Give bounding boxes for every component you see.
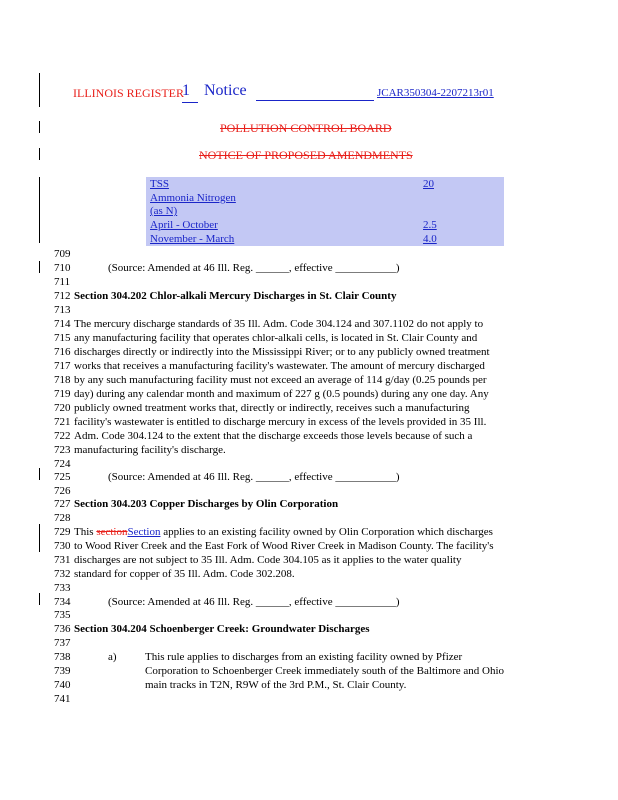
paragraph-line: manufacturing facility's discharge. (74, 444, 226, 456)
table-cell-label: November - March (150, 233, 235, 245)
line-number: 725 (54, 471, 71, 483)
change-bar (39, 468, 40, 480)
text-run: applies to an existing facility owned by Olin Corporation which discharges (160, 526, 493, 538)
line-number: 715 (54, 332, 71, 344)
table-cell-label: TSS (150, 178, 169, 190)
line-number: 734 (54, 596, 71, 608)
paragraph-line: works that receives a manufacturing facility's wastewater. The amount of mercury discharged (74, 360, 485, 372)
line-number: 731 (54, 554, 71, 566)
paragraph-line: day) during any calendar month and maximum of 227 g (0.5 pounds) during any one day. Any (74, 388, 489, 400)
section-heading: Section 304.204 Schoenberger Creek: Groundwater Discharges (74, 623, 370, 635)
change-bar (39, 261, 40, 273)
table-cell-label: April - October (150, 219, 218, 231)
board-name: POLLUTION CONTROL BOARD (220, 121, 392, 135)
page-number: 1 (182, 82, 190, 99)
paragraph-line: publicly owned treatment works that, directly or indirectly, receives such a manufacturing (74, 402, 470, 414)
line-number: 728 (54, 512, 71, 524)
line-number: 732 (54, 568, 71, 580)
line-number: 735 (54, 609, 71, 621)
line-number: 727 (54, 498, 71, 510)
paragraph-line: by any such manufacturing facility must not exceed an average of 114 g/day (0.25 pounds per (74, 374, 487, 386)
line-number: 717 (54, 360, 71, 372)
paragraph-line: The mercury discharge standards of 35 Ill. Adm. Code 304.124 and 307.1102 do not apply to (74, 318, 484, 330)
line-number: 736 (54, 623, 71, 635)
table-cell-value: 2.5 (423, 219, 437, 231)
line-number: 714 (54, 318, 71, 330)
line-number: 711 (54, 276, 71, 288)
inserted-text: Section (127, 526, 161, 538)
register-label: ILLINOIS REGISTER (73, 86, 184, 100)
table-cell-label: Ammonia Nitrogen (150, 192, 236, 204)
paragraph-line: discharges are not subject to 35 Ill. Adm. Code 304.105 as it applies to the water quality (74, 554, 462, 566)
paragraph-line: This rule applies to discharges from an existing facility owned by Pfizer (145, 651, 463, 663)
paragraph-line: to Wood River Creek and the East Fork of Wood River Creek in Madison County. The facility's (74, 540, 494, 552)
line-number: 713 (54, 304, 71, 316)
source-note: (Source: Amended at 46 Ill. Reg. ______, effective ___________) (108, 471, 400, 483)
paragraph-line: Adm. Code 304.124 to the extent that the discharge exceeds those levels because of such a (74, 430, 473, 442)
line-number: 737 (54, 637, 71, 649)
paragraph-line: main tracks in T2N, R9W of the 3rd P.M., St. Clair County. (145, 679, 407, 691)
paragraph-line: standard for copper of 35 Ill. Adm. Code 302.208. (74, 568, 295, 580)
list-marker: a) (108, 651, 117, 663)
line-number: 720 (54, 402, 71, 414)
change-bar (39, 524, 40, 552)
paragraph-line: Corporation to Schoenberger Creek immediately south of the Baltimore and Ohio (145, 665, 505, 677)
line-number: 740 (54, 679, 71, 691)
line-number: 739 (54, 665, 71, 677)
change-bar (39, 593, 40, 605)
table-cell-label: (as N) (150, 205, 178, 217)
line-number: 716 (54, 346, 71, 358)
line-number: 726 (54, 485, 71, 497)
line-number: 733 (54, 582, 71, 594)
notice-label: Notice (204, 82, 247, 99)
change-bar (39, 73, 40, 107)
header-rule (256, 100, 374, 101)
line-number: 741 (54, 693, 71, 705)
doc-code: JCAR350304-2207213r01 (377, 87, 494, 99)
section-heading: Section 304.202 Chlor-alkali Mercury Discharges in St. Clair County (74, 290, 397, 302)
table-cell-value: 20 (423, 178, 434, 190)
line-number: 710 (54, 262, 71, 274)
source-note: (Source: Amended at 46 Ill. Reg. ______, effective ___________) (108, 262, 400, 274)
paragraph-line (74, 525, 493, 539)
line-number: 709 (54, 248, 71, 260)
line-number: 712 (54, 290, 71, 302)
line-number: 729 (54, 526, 71, 538)
line-number: 722 (54, 430, 71, 442)
notice-title: NOTICE OF PROPOSED AMENDMENTS (199, 148, 413, 162)
table-cell-value: 4.0 (423, 233, 437, 245)
line-number: 718 (54, 374, 71, 386)
paragraph-line: any manufacturing facility that operates chlor-alkali cells, is located in St. Clair County and (74, 332, 478, 344)
line-number: 724 (54, 458, 71, 470)
deleted-text: section (96, 526, 128, 538)
section-heading: Section 304.203 Copper Discharges by Olin Corporation (74, 498, 339, 510)
text-run: This (74, 526, 97, 538)
paragraph-line: discharges directly or indirectly into the Mississippi River; or to any publicly owned treatment (74, 346, 490, 358)
change-bar (39, 121, 40, 133)
line-number: 738 (54, 651, 71, 663)
line-number: 721 (54, 416, 71, 428)
source-note: (Source: Amended at 46 Ill. Reg. ______, effective ___________) (108, 596, 400, 608)
line-number: 723 (54, 444, 71, 456)
paragraph-line: facility's wastewater is entitled to discharge mercury in excess of the levels provided in 35 Ill. (74, 416, 487, 428)
header-mark (182, 102, 198, 103)
change-bar (39, 148, 40, 160)
line-number: 730 (54, 540, 71, 552)
line-number: 719 (54, 388, 71, 400)
change-bar (39, 177, 40, 243)
